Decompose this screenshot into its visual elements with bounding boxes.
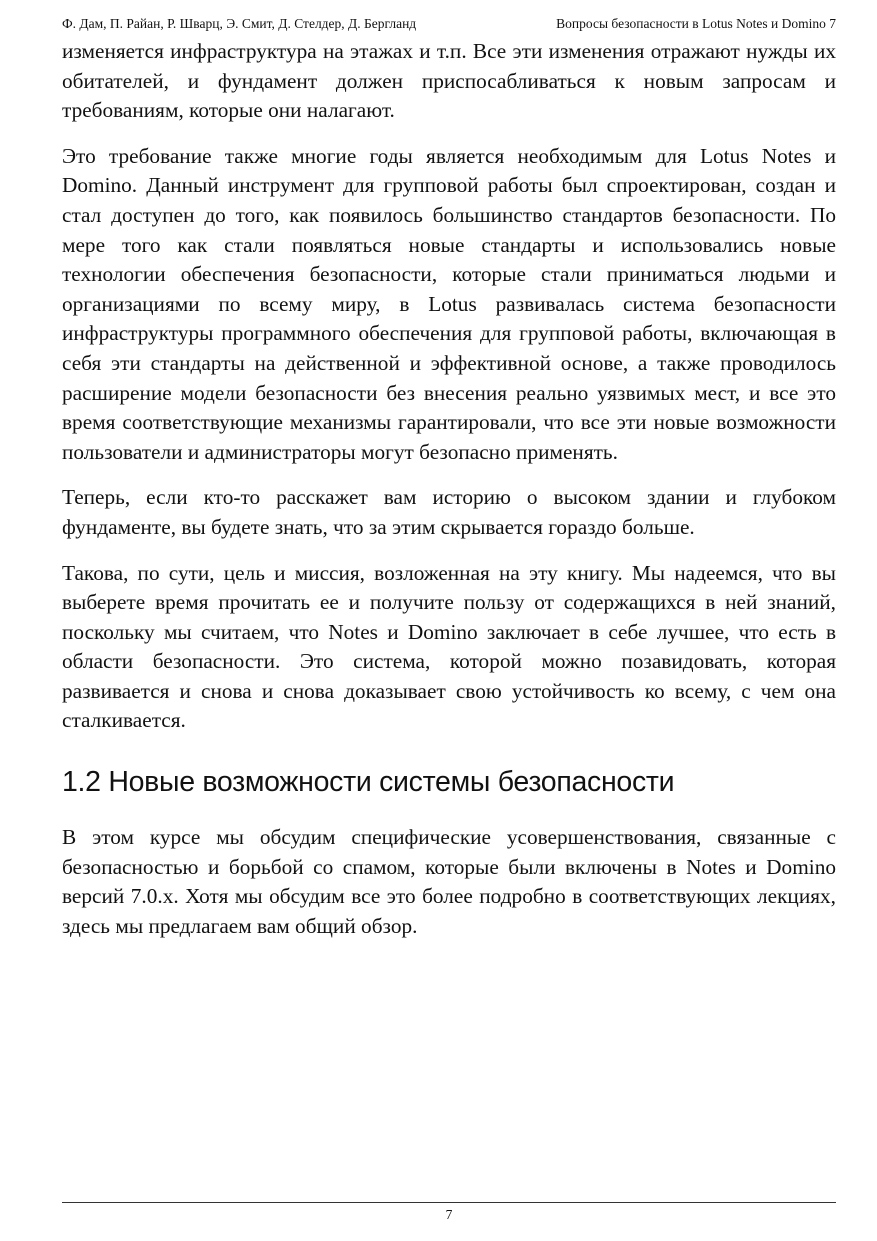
page-content <box>62 37 836 957</box>
paragraph: изменяется инфраструктура на этажах и т.п. Все эти изменения отражают нужды их обитателей, и фундамент должен приспосабливаться к новым запросам и требованиям, которые они налагают. <box>62 39 836 123</box>
header-authors: Ф. Дам, П. Райан, Р. Шварц, Э. Смит, Д. Стелдер, Д. Бергланд <box>62 16 417 31</box>
paragraph: Такова, по сути, цель и миссия, возложенная на эту книгу. Мы надеемся, что вы выберете время прочитать ее и получите пользу от содержащихся в ней знаний, поскольку мы считаем, что Notes и Domino заключает в себе лучшее, что есть в области безопасности. Это система, которой можно позавидовать, которая развивается и снова и снова доказывает свою устойчивость ко всему, с чем она сталкивается. <box>62 560 836 733</box>
page-number: 7 <box>445 1207 453 1222</box>
paragraph: Теперь, если кто-то расскажет вам историю о высоком здании и глубоком фундаменте, вы будете знать, что за этим скрывается гораздо больше. <box>62 485 836 539</box>
header-book-title: Вопросы безопасности в Lotus Notes и Domino 7 <box>556 16 836 31</box>
running-header <box>62 15 836 33</box>
paragraph: Это требование также многие годы является необходимым для Lotus Notes и Domino. Данный инструмент для групповой работы был спроектирован, создан и стал доступен до того, как появилось большинство стандартов безопасности. По мере того как стали появляться новые стандарты и использовались новые технологии обеспечения безопасности, которые стали приниматься людьми и организациями по всему миру, в Lotus развивалась система безопасности инфраструктуры программного обеспечения для групповой работы, включающая в себя эти стандарты на действенной и эффективной основе, а также проводилось расширение модели безопасности без внесения реально уязвимых мест, и все это время соответствующие механизмы гарантировали, что все эти новые возможности пользователи и администраторы могут безопасно применять. <box>62 143 836 464</box>
footer-divider <box>62 1202 836 1203</box>
section-heading: 1.2 Новые возможности системы безопасности <box>62 766 675 799</box>
paragraph: В этом курсе мы обсудим специфические усовершенствования, связанные с безопасностью и борьбой со спамом, которые были включены в Notes и Domino версий 7.0.x. Хотя мы обсудим все это более подробно в соответствующих лекциях, здесь мы предлагаем вам общий обзор. <box>62 825 836 938</box>
